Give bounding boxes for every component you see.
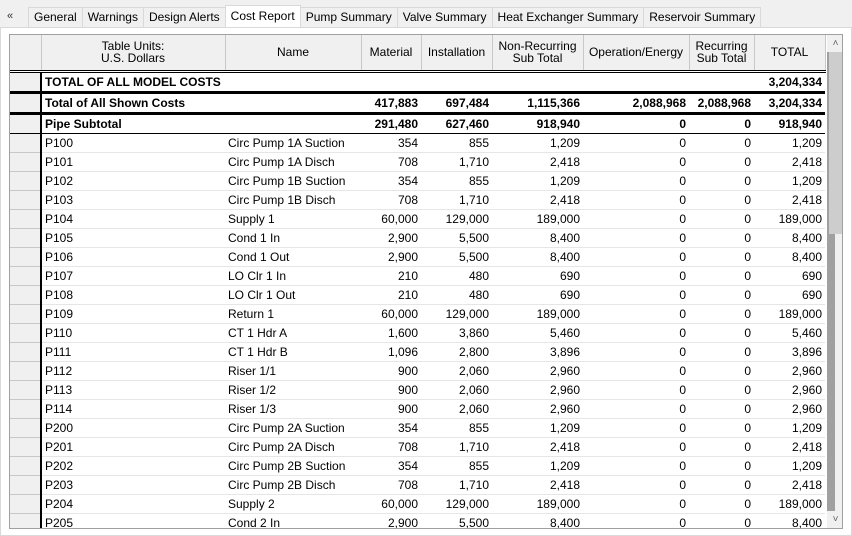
cell-installation[interactable]: 5,500 (421, 247, 492, 266)
cell-total[interactable]: 690 (754, 285, 825, 304)
cell-operation[interactable]: 0 (583, 209, 689, 228)
cell-operation[interactable]: 0 (583, 323, 689, 342)
cell-recurring[interactable]: 0 (689, 513, 754, 529)
cell-nonrecurring[interactable]: 189,000 (492, 304, 583, 323)
table-row (10, 304, 825, 323)
cell-total[interactable]: 2,960 (754, 380, 825, 399)
cell-installation[interactable]: 855 (421, 171, 492, 190)
cell-name[interactable]: Supply 1 (225, 209, 361, 228)
cell-id[interactable]: P109 (41, 304, 225, 323)
cell-material[interactable]: 900 (361, 399, 421, 418)
cell-nonrecurring[interactable]: 3,896 (492, 342, 583, 361)
col-header-operation[interactable]: Operation/Energy (583, 35, 689, 71)
vertical-scrollbar[interactable] (827, 35, 843, 528)
pipe-subtotal-operation: 0 (583, 113, 689, 133)
cell-installation[interactable]: 2,800 (421, 342, 492, 361)
cell-material[interactable]: 60,000 (361, 209, 421, 228)
table-row (10, 437, 825, 456)
cell-name[interactable]: Circ Pump 2A Disch (225, 437, 361, 456)
row-header[interactable] (10, 304, 41, 323)
cell-operation[interactable]: 0 (583, 304, 689, 323)
scroll-thumb[interactable] (829, 52, 843, 234)
cell-material[interactable]: 2,900 (361, 247, 421, 266)
cell-nonrecurring[interactable]: 1,209 (492, 456, 583, 475)
cell-id[interactable]: P204 (41, 494, 225, 513)
row-header[interactable] (10, 190, 41, 209)
total-model-label: TOTAL OF ALL MODEL COSTS (41, 71, 754, 92)
cell-nonrecurring[interactable]: 2,960 (492, 361, 583, 380)
table-row (10, 380, 825, 399)
row-header[interactable] (10, 113, 41, 133)
row-header[interactable] (10, 209, 41, 228)
cell-operation[interactable]: 0 (583, 437, 689, 456)
cell-recurring[interactable]: 0 (689, 285, 754, 304)
row-header[interactable] (10, 494, 41, 513)
cell-id[interactable]: P100 (41, 133, 225, 152)
pipe-subtotal-total: 918,940 (754, 113, 825, 133)
cell-material[interactable]: 60,000 (361, 494, 421, 513)
total-shown-nonrecurring: 1,115,366 (492, 92, 583, 113)
table-row (10, 513, 825, 529)
cell-installation[interactable]: 1,710 (421, 437, 492, 456)
cell-material[interactable]: 1,600 (361, 323, 421, 342)
cell-total[interactable]: 2,418 (754, 475, 825, 494)
table-row (10, 209, 825, 228)
row-header[interactable] (10, 475, 41, 494)
cell-nonrecurring[interactable]: 690 (492, 266, 583, 285)
cell-installation[interactable]: 2,060 (421, 380, 492, 399)
cell-id[interactable]: P203 (41, 475, 225, 494)
table-row (10, 171, 825, 190)
cell-recurring[interactable]: 0 (689, 361, 754, 380)
row-header[interactable] (10, 399, 41, 418)
cell-operation[interactable]: 0 (583, 247, 689, 266)
row-header[interactable] (10, 133, 41, 152)
cell-installation[interactable]: 480 (421, 266, 492, 285)
cell-nonrecurring[interactable]: 2,418 (492, 190, 583, 209)
cell-installation[interactable]: 5,500 (421, 228, 492, 247)
row-header[interactable] (10, 228, 41, 247)
row-header[interactable] (10, 92, 41, 113)
col-header-recurring[interactable]: Recurring Sub Total (689, 35, 754, 71)
cell-installation[interactable]: 2,060 (421, 399, 492, 418)
table-row (10, 418, 825, 437)
cell-name[interactable]: Cond 1 In (225, 228, 361, 247)
row-header[interactable] (10, 513, 41, 529)
col-header-nonrecurring[interactable]: Non-Recurring Sub Total (492, 35, 583, 71)
cell-id[interactable]: P202 (41, 456, 225, 475)
cell-name[interactable]: Supply 2 (225, 494, 361, 513)
cell-name[interactable]: Circ Pump 1B Disch (225, 190, 361, 209)
total-shown-recurring: 2,088,968 (689, 92, 754, 113)
cell-recurring[interactable]: 0 (689, 266, 754, 285)
cell-recurring[interactable]: 0 (689, 399, 754, 418)
col-header-material[interactable]: Material (361, 35, 421, 71)
table-row (10, 228, 825, 247)
cell-id[interactable]: P103 (41, 190, 225, 209)
row-header[interactable] (10, 456, 41, 475)
cell-material[interactable]: 708 (361, 190, 421, 209)
cell-operation[interactable]: 0 (583, 152, 689, 171)
cell-material[interactable]: 708 (361, 475, 421, 494)
cell-id[interactable]: P112 (41, 361, 225, 380)
table-row (10, 285, 825, 304)
row-header[interactable] (10, 266, 41, 285)
cell-name[interactable]: CT 1 Hdr A (225, 323, 361, 342)
cell-nonrecurring[interactable]: 189,000 (492, 209, 583, 228)
total-shown-material: 417,883 (361, 92, 421, 113)
cell-installation[interactable]: 1,710 (421, 475, 492, 494)
cell-nonrecurring[interactable]: 1,209 (492, 133, 583, 152)
cell-id[interactable]: P101 (41, 152, 225, 171)
pipe-subtotal-row (10, 113, 825, 133)
cell-recurring[interactable]: 0 (689, 152, 754, 171)
cell-installation[interactable]: 1,710 (421, 190, 492, 209)
cell-installation[interactable]: 480 (421, 285, 492, 304)
cell-id[interactable]: P108 (41, 285, 225, 304)
cell-recurring[interactable]: 0 (689, 380, 754, 399)
cell-recurring[interactable]: 0 (689, 494, 754, 513)
cell-operation[interactable]: 0 (583, 171, 689, 190)
cell-total[interactable]: 1,209 (754, 456, 825, 475)
cell-total[interactable]: 2,960 (754, 399, 825, 418)
table-row (10, 133, 825, 152)
cell-nonrecurring[interactable]: 1,209 (492, 418, 583, 437)
cell-installation[interactable]: 3,860 (421, 323, 492, 342)
scroll-up-icon[interactable]: ˄ (827, 35, 843, 52)
tab-general[interactable]: General (28, 7, 83, 27)
cell-nonrecurring[interactable]: 5,460 (492, 323, 583, 342)
cell-installation[interactable]: 129,000 (421, 209, 492, 228)
cell-recurring[interactable]: 0 (689, 171, 754, 190)
cell-material[interactable]: 2,900 (361, 228, 421, 247)
cell-material[interactable]: 900 (361, 380, 421, 399)
row-header[interactable] (10, 342, 41, 361)
row-header[interactable] (10, 380, 41, 399)
cell-nonrecurring[interactable]: 1,209 (492, 171, 583, 190)
cell-total[interactable]: 2,418 (754, 437, 825, 456)
cell-recurring[interactable]: 0 (689, 133, 754, 152)
cell-installation[interactable]: 129,000 (421, 494, 492, 513)
cell-operation[interactable]: 0 (583, 513, 689, 529)
cell-operation[interactable]: 0 (583, 456, 689, 475)
cell-operation[interactable]: 0 (583, 399, 689, 418)
cell-installation[interactable]: 2,060 (421, 361, 492, 380)
cell-operation[interactable]: 0 (583, 380, 689, 399)
cell-installation[interactable]: 5,500 (421, 513, 492, 529)
tab-valve-summary[interactable]: Valve Summary (397, 7, 493, 27)
cell-installation[interactable]: 129,000 (421, 304, 492, 323)
tab-cost-report[interactable]: Cost Report (225, 5, 301, 27)
cell-nonrecurring[interactable]: 8,400 (492, 513, 583, 529)
cell-id[interactable]: P201 (41, 437, 225, 456)
cell-material[interactable]: 708 (361, 152, 421, 171)
cell-nonrecurring[interactable]: 2,418 (492, 152, 583, 171)
cell-name[interactable]: Circ Pump 2A Suction (225, 418, 361, 437)
cell-material[interactable]: 210 (361, 266, 421, 285)
cell-recurring[interactable]: 0 (689, 342, 754, 361)
cell-id[interactable]: P110 (41, 323, 225, 342)
cell-id[interactable]: P106 (41, 247, 225, 266)
cell-id[interactable]: P107 (41, 266, 225, 285)
cell-nonrecurring[interactable]: 2,418 (492, 437, 583, 456)
cell-installation[interactable]: 855 (421, 133, 492, 152)
cell-id[interactable]: P105 (41, 228, 225, 247)
tab-reservoir-summary[interactable]: Reservoir Summary (643, 7, 761, 27)
cell-total[interactable]: 8,400 (754, 513, 825, 529)
col-header-units[interactable]: Table Units: U.S. Dollars (41, 35, 225, 71)
cell-total[interactable]: 8,400 (754, 228, 825, 247)
col-header-total[interactable]: TOTAL (754, 35, 825, 71)
cell-name[interactable]: CT 1 Hdr B (225, 342, 361, 361)
cell-name[interactable]: Cond 2 In (225, 513, 361, 529)
pipe-subtotal-material: 291,480 (361, 113, 421, 133)
total-model-total: 3,204,334 (754, 71, 825, 92)
cell-id[interactable]: P111 (41, 342, 225, 361)
cell-recurring[interactable]: 0 (689, 209, 754, 228)
cell-operation[interactable]: 0 (583, 475, 689, 494)
total-model-costs-row (10, 71, 825, 92)
cell-name[interactable]: Return 1 (225, 304, 361, 323)
cell-id[interactable]: P200 (41, 418, 225, 437)
cell-material[interactable]: 210 (361, 285, 421, 304)
cell-installation[interactable]: 855 (421, 456, 492, 475)
header-row (10, 35, 825, 71)
tab-warnings[interactable]: Warnings (82, 7, 144, 27)
cell-id[interactable]: P114 (41, 399, 225, 418)
cell-id[interactable]: P205 (41, 513, 225, 529)
cell-material[interactable]: 1,096 (361, 342, 421, 361)
cell-operation[interactable]: 0 (583, 342, 689, 361)
cell-name[interactable]: Riser 1/1 (225, 361, 361, 380)
pipe-subtotal-recurring: 0 (689, 113, 754, 133)
cell-material[interactable]: 2,900 (361, 513, 421, 529)
tab-bar (0, 0, 852, 27)
cell-name[interactable]: Circ Pump 1A Disch (225, 152, 361, 171)
cell-operation[interactable]: 0 (583, 190, 689, 209)
cell-operation[interactable]: 0 (583, 418, 689, 437)
tab-pump-summary[interactable]: Pump Summary (300, 7, 398, 27)
cost-table (10, 35, 826, 529)
row-header[interactable] (10, 323, 41, 342)
cell-installation[interactable]: 855 (421, 418, 492, 437)
table-row (10, 323, 825, 342)
cell-operation[interactable]: 0 (583, 133, 689, 152)
cell-total[interactable]: 1,209 (754, 418, 825, 437)
cell-operation[interactable]: 0 (583, 228, 689, 247)
cell-name[interactable]: Riser 1/2 (225, 380, 361, 399)
cell-total[interactable]: 2,960 (754, 361, 825, 380)
cell-operation[interactable]: 0 (583, 266, 689, 285)
cell-recurring[interactable]: 0 (689, 475, 754, 494)
cell-operation[interactable]: 0 (583, 285, 689, 304)
cost-report-grid (9, 34, 843, 529)
cell-id[interactable]: P104 (41, 209, 225, 228)
cell-recurring[interactable]: 0 (689, 323, 754, 342)
total-shown-label: Total of All Shown Costs (41, 92, 361, 113)
cell-material[interactable]: 708 (361, 437, 421, 456)
cell-recurring[interactable]: 0 (689, 437, 754, 456)
collapse-icon[interactable]: « (6, 10, 14, 22)
table-row (10, 475, 825, 494)
tab-heat-exchanger-summary[interactable]: Heat Exchanger Summary (492, 7, 645, 27)
cell-total[interactable]: 1,209 (754, 133, 825, 152)
table-row (10, 190, 825, 209)
row-header[interactable] (10, 71, 41, 92)
row-header[interactable] (10, 285, 41, 304)
cell-total[interactable]: 3,896 (754, 342, 825, 361)
cell-total[interactable]: 8,400 (754, 247, 825, 266)
cell-material[interactable]: 900 (361, 361, 421, 380)
cell-nonrecurring[interactable]: 8,400 (492, 247, 583, 266)
scroll-down-icon[interactable]: ˅ (827, 511, 843, 528)
table-row (10, 247, 825, 266)
cell-operation[interactable]: 0 (583, 494, 689, 513)
cell-nonrecurring[interactable]: 2,960 (492, 380, 583, 399)
cell-name[interactable]: LO Clr 1 Out (225, 285, 361, 304)
cell-name[interactable]: Riser 1/3 (225, 399, 361, 418)
table-row (10, 361, 825, 380)
col-header-installation[interactable]: Installation (421, 35, 492, 71)
cell-id[interactable]: P113 (41, 380, 225, 399)
row-header[interactable] (10, 418, 41, 437)
cell-material[interactable]: 354 (361, 456, 421, 475)
table-row (10, 456, 825, 475)
cell-nonrecurring[interactable]: 8,400 (492, 228, 583, 247)
cell-material[interactable]: 354 (361, 171, 421, 190)
table-row (10, 342, 825, 361)
total-shown-total: 3,204,334 (754, 92, 825, 113)
row-header[interactable] (10, 171, 41, 190)
cell-recurring[interactable]: 0 (689, 418, 754, 437)
cell-total[interactable]: 690 (754, 266, 825, 285)
cell-nonrecurring[interactable]: 690 (492, 285, 583, 304)
pipe-subtotal-label: Pipe Subtotal (41, 113, 361, 133)
total-shown-operation: 2,088,968 (583, 92, 689, 113)
pipe-subtotal-installation: 627,460 (421, 113, 492, 133)
cell-nonrecurring[interactable]: 189,000 (492, 494, 583, 513)
cell-nonrecurring[interactable]: 2,418 (492, 475, 583, 494)
cell-name[interactable]: Circ Pump 1B Suction (225, 171, 361, 190)
cell-name[interactable]: LO Clr 1 In (225, 266, 361, 285)
cell-recurring[interactable]: 0 (689, 228, 754, 247)
cell-total[interactable]: 2,418 (754, 152, 825, 171)
cell-total[interactable]: 189,000 (754, 209, 825, 228)
cell-total[interactable]: 5,460 (754, 323, 825, 342)
row-header[interactable] (10, 437, 41, 456)
pipe-subtotal-nonrecurring: 918,940 (492, 113, 583, 133)
tabs (28, 7, 760, 27)
cell-total[interactable]: 2,418 (754, 190, 825, 209)
cell-recurring[interactable]: 0 (689, 247, 754, 266)
cell-recurring[interactable]: 0 (689, 456, 754, 475)
cell-total[interactable]: 1,209 (754, 171, 825, 190)
cell-total[interactable]: 189,000 (754, 494, 825, 513)
cell-material[interactable]: 354 (361, 418, 421, 437)
cell-total[interactable]: 189,000 (754, 304, 825, 323)
cell-name[interactable]: Circ Pump 2B Disch (225, 475, 361, 494)
cell-recurring[interactable]: 0 (689, 304, 754, 323)
row-header[interactable] (10, 152, 41, 171)
total-shown-installation: 697,484 (421, 92, 492, 113)
row-header[interactable] (10, 247, 41, 266)
cell-id[interactable]: P102 (41, 171, 225, 190)
table-row (10, 266, 825, 285)
cell-recurring[interactable]: 0 (689, 190, 754, 209)
row-header-corner (10, 35, 41, 71)
table-row (10, 494, 825, 513)
table-row (10, 399, 825, 418)
cell-name[interactable]: Circ Pump 2B Suction (225, 456, 361, 475)
cell-material[interactable]: 60,000 (361, 304, 421, 323)
cell-name[interactable]: Circ Pump 1A Suction (225, 133, 361, 152)
table-row (10, 152, 825, 171)
col-header-name[interactable]: Name (225, 35, 361, 71)
cell-material[interactable]: 354 (361, 133, 421, 152)
cell-installation[interactable]: 1,710 (421, 152, 492, 171)
cell-operation[interactable]: 0 (583, 361, 689, 380)
cell-name[interactable]: Cond 1 Out (225, 247, 361, 266)
tab-design-alerts[interactable]: Design Alerts (143, 7, 226, 27)
row-header[interactable] (10, 361, 41, 380)
total-shown-costs-row (10, 92, 825, 113)
cell-nonrecurring[interactable]: 2,960 (492, 399, 583, 418)
